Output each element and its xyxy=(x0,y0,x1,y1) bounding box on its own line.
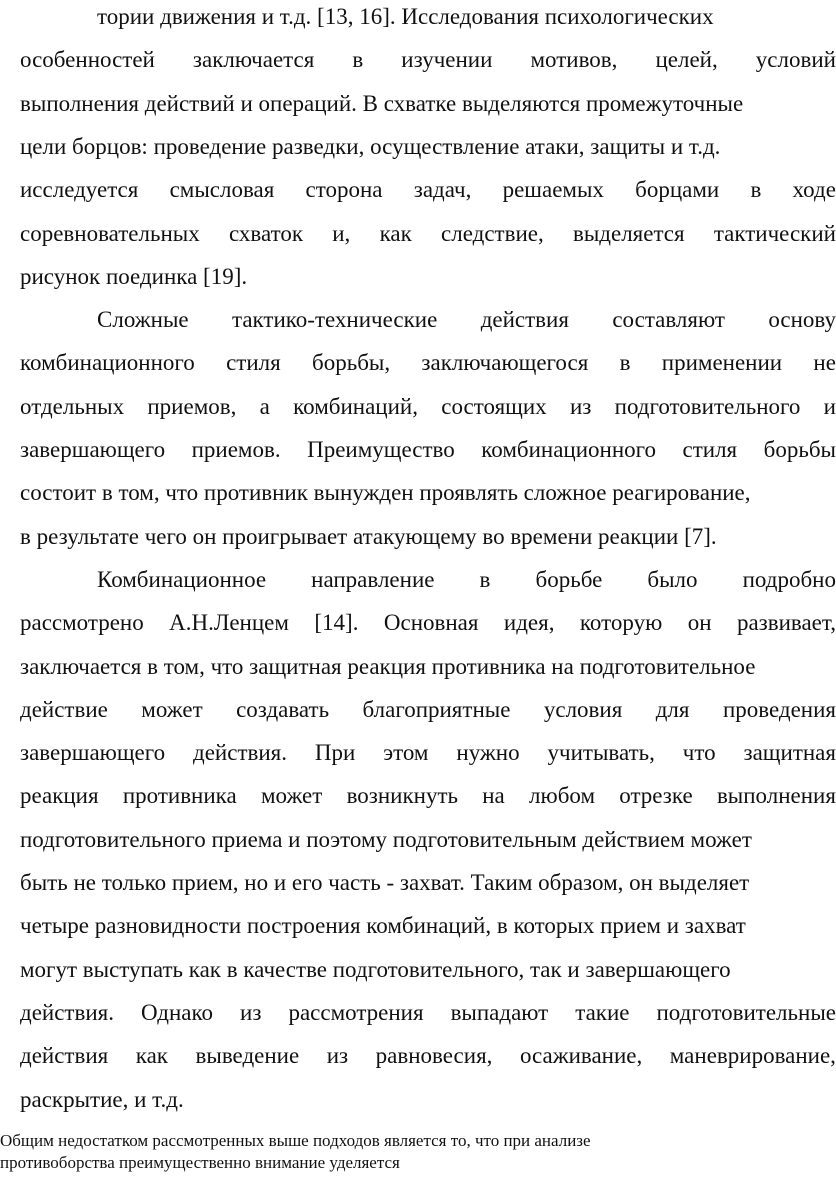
text-line: заключается в том, что защитная реакция противника на подготовительное xyxy=(20,653,756,679)
text-line: исследуется смысловая сторона задач, решаемых борцами в ходе xyxy=(20,177,836,203)
text-line: соревновательных схваток и, как следствие, выделяется тактический xyxy=(20,220,836,246)
text-line: действие может создавать благоприятные условия для проведения xyxy=(20,696,836,722)
text-line: рассмотрено А.Н.Ленцем [14]. Основная идея, которую он развивает, xyxy=(20,610,836,636)
text-line: состоит в том, что противник вынужден проявлять сложное реагирование, xyxy=(20,480,751,506)
text-line: особенностей заключается в изучении мотивов, целей, условий xyxy=(20,47,836,73)
text-line: могут выступать как в качестве подготовительного, так и завершающего xyxy=(20,956,731,982)
text-line: четыре разновидности построения комбинаций, в которых прием и захват xyxy=(20,913,746,939)
text-line: в результате чего он проигрывает атакующему во времени реакции [7]. xyxy=(20,523,717,549)
text-line: действия. Однако из рассмотрения выпадают такие подготовительные xyxy=(20,999,836,1025)
text-line: тории движения и т.д. [13, 16]. Исследования психологических xyxy=(97,4,714,29)
text-line: цели борцов: проведение разведки, осуществление атаки, защиты и т.д. xyxy=(20,133,721,159)
text-line: подготовительного приема и поэтому подготовительным действием может xyxy=(20,826,752,852)
text-line: отдельных приемов, а комбинаций, состоящих из подготовительного и xyxy=(20,393,836,419)
text-line: Комбинационное направление в борьбе было подробно xyxy=(97,566,836,592)
text-line: комбинационного стиля борьбы, заключающегося в применении не xyxy=(20,350,836,376)
text-line: рисунок поединка [19]. xyxy=(20,263,248,289)
footnote-line: Общим недостатком рассмотренных выше подходов является то, что при анализе xyxy=(0,1131,591,1150)
text-line: завершающего приемов. Преимущество комбинационного стиля борьбы xyxy=(20,437,836,462)
text-line: быть не только прием, но и его часть - захват. Таким образом, он выделяет xyxy=(20,870,750,895)
text-line: действия как выведение из равновесия, осаживание, маневрирование, xyxy=(20,1043,836,1069)
text-line: Сложные тактико-технические действия составляют основу xyxy=(97,307,836,333)
text-line: выполнения действий и операций. В схватке выделяются промежуточные xyxy=(20,90,744,116)
footnote-line: противоборства преимущественно внимание уделяется xyxy=(0,1153,400,1172)
text-line: завершающего действия. При этом нужно учитывать, что защитная xyxy=(20,740,836,766)
text-line: реакция противника может возникнуть на любом отрезке выполнения xyxy=(20,783,836,809)
text-line: раскрытие, и т.д. xyxy=(20,1086,184,1112)
